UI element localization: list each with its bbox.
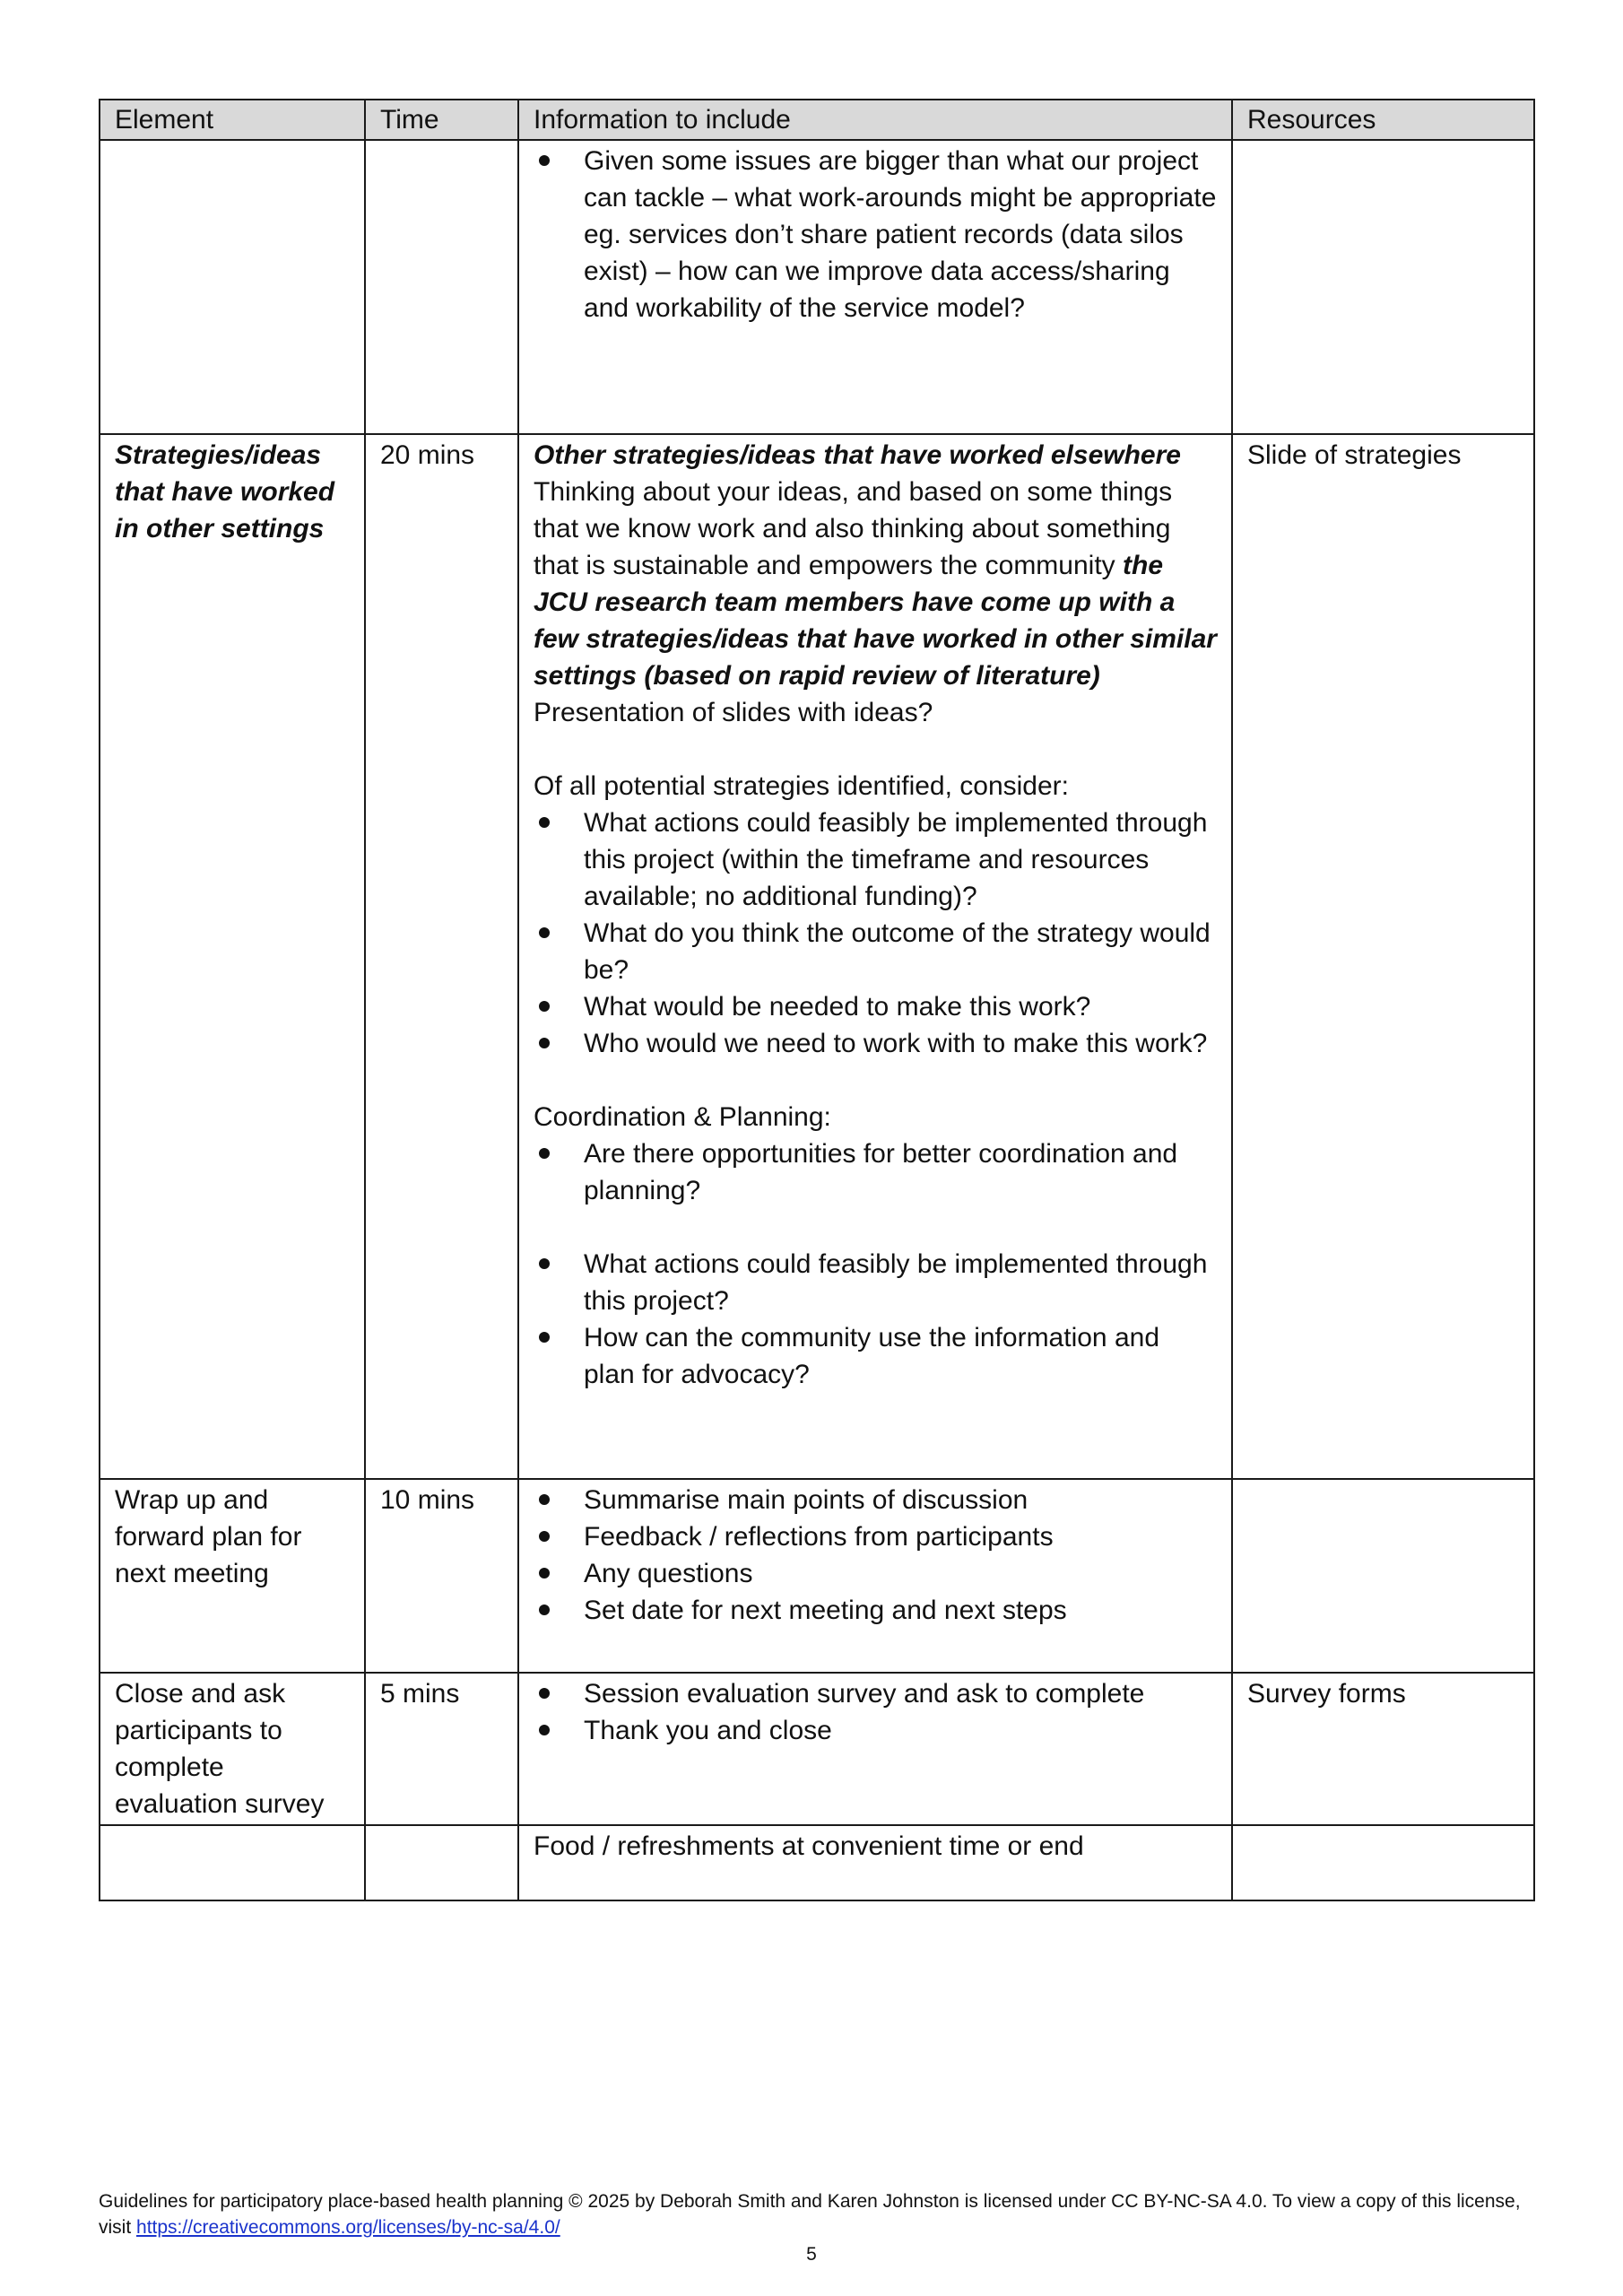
- bullet-list: [534, 143, 1217, 326]
- list-item: Feedback / reflections from participants: [534, 1518, 1217, 1555]
- bullet-list: [534, 1246, 1217, 1393]
- list-item: Who would we need to work with to make this work?: [534, 1025, 1217, 1062]
- element-cell: [100, 1825, 365, 1900]
- list-item: Any questions: [534, 1555, 1217, 1592]
- table-row: [100, 434, 1534, 1479]
- bullet-list: [534, 1675, 1217, 1749]
- bullet-icon: [539, 1332, 550, 1343]
- bullet-icon: [539, 1605, 550, 1615]
- information-cell: [518, 140, 1232, 434]
- license-link[interactable]: https://creativecommons.org/licenses/by-nc-sa/4.0/: [136, 2217, 560, 2238]
- bullet-icon: [539, 155, 550, 166]
- page-number: 5: [806, 2244, 817, 2265]
- resources-cell: Survey forms: [1232, 1673, 1534, 1825]
- list-item: What actions could feasibly be implemented through this project (within the timeframe and resources available; no additional funding)?: [534, 804, 1217, 915]
- information-cell: Food / refreshments at convenient time or end: [518, 1825, 1232, 1900]
- bullet-icon: [539, 1001, 550, 1012]
- bullet-icon: [539, 1258, 550, 1269]
- bullet-icon: [539, 1531, 550, 1542]
- bullet-icon: [539, 1148, 550, 1159]
- table-row: [100, 1825, 1534, 1900]
- list-item: Thank you and close: [534, 1712, 1217, 1749]
- table-header-row: [100, 100, 1534, 140]
- license-footer: [99, 2188, 1542, 2240]
- bullet-list: [534, 1482, 1217, 1629]
- time-cell: [365, 140, 518, 434]
- list-item: Are there opportunities for better coordination and planning?: [534, 1135, 1217, 1209]
- table-row: [100, 140, 1534, 434]
- section-heading: Other strategies/ideas that have worked elsewhere: [534, 440, 1181, 470]
- presentation-text: Presentation of slides with ideas?: [534, 698, 933, 727]
- bullet-list: [534, 1135, 1217, 1209]
- resources-cell: Slide of strategies: [1232, 434, 1534, 1479]
- bullet-icon: [539, 927, 550, 938]
- bullet-list: [534, 804, 1217, 1062]
- table-row: [100, 1479, 1534, 1673]
- bullet-icon: [539, 1688, 550, 1699]
- information-cell: [518, 1673, 1232, 1825]
- information-cell: [518, 1479, 1232, 1673]
- list-item: What would be needed to make this work?: [534, 988, 1217, 1025]
- resources-cell: [1232, 1479, 1534, 1673]
- header-resources: Resources: [1232, 100, 1534, 140]
- list-item: What do you think the outcome of the strategy would be?: [534, 915, 1217, 988]
- list-item: What actions could feasibly be implemented through this project?: [534, 1246, 1217, 1319]
- header-time: Time: [365, 100, 518, 140]
- session-plan-table: [99, 99, 1535, 1901]
- bullet-icon: [539, 1725, 550, 1735]
- bullet-icon: [539, 1568, 550, 1578]
- intro-paragraph: Thinking about your ideas, and based on some things that we know work and also thinking about something that is sustainable and empowers the community the JCU research team members have come up with a few strategies/ideas that have worked in other similar settings (based on rapid review of literature): [534, 477, 1217, 691]
- list-item: How can the community use the information and plan for advocacy?: [534, 1319, 1217, 1393]
- information-cell: [518, 434, 1232, 1479]
- table-row: [100, 1673, 1534, 1825]
- time-cell: 10 mins: [365, 1479, 518, 1673]
- consider-label: Of all potential strategies identified, consider:: [534, 771, 1069, 801]
- resources-cell: [1232, 1825, 1534, 1900]
- header-element: Element: [100, 100, 365, 140]
- header-information: Information to include: [518, 100, 1232, 140]
- element-cell: Close and ask participants to complete evaluation survey: [100, 1673, 365, 1825]
- list-item: Summarise main points of discussion: [534, 1482, 1217, 1518]
- coordination-label: Coordination & Planning:: [534, 1102, 831, 1132]
- bullet-icon: [539, 1038, 550, 1048]
- list-item: Set date for next meeting and next steps: [534, 1592, 1217, 1629]
- time-cell: [365, 1825, 518, 1900]
- list-item: Session evaluation survey and ask to complete: [534, 1675, 1217, 1712]
- time-cell: 5 mins: [365, 1673, 518, 1825]
- list-item: Given some issues are bigger than what our project can tackle – what work-arounds might be appropriate eg. services don’t share patient records (data silos exist) – how can we improve data access/sharing and workability of the service model?: [534, 143, 1217, 326]
- license-text: Guidelines for participatory place-based health planning © 2025 by Deborah Smith and Karen Johnston is licensed under CC BY-NC-SA 4.0. To view a copy of this license, visit: [99, 2191, 1521, 2238]
- bullet-icon: [539, 817, 550, 828]
- bullet-icon: [539, 1494, 550, 1505]
- element-cell: Wrap up and forward plan for next meeting: [100, 1479, 365, 1673]
- resources-cell: [1232, 140, 1534, 434]
- element-cell: [100, 140, 365, 434]
- element-cell: Strategies/ideas that have worked in other settings: [100, 434, 365, 1479]
- time-cell: 20 mins: [365, 434, 518, 1479]
